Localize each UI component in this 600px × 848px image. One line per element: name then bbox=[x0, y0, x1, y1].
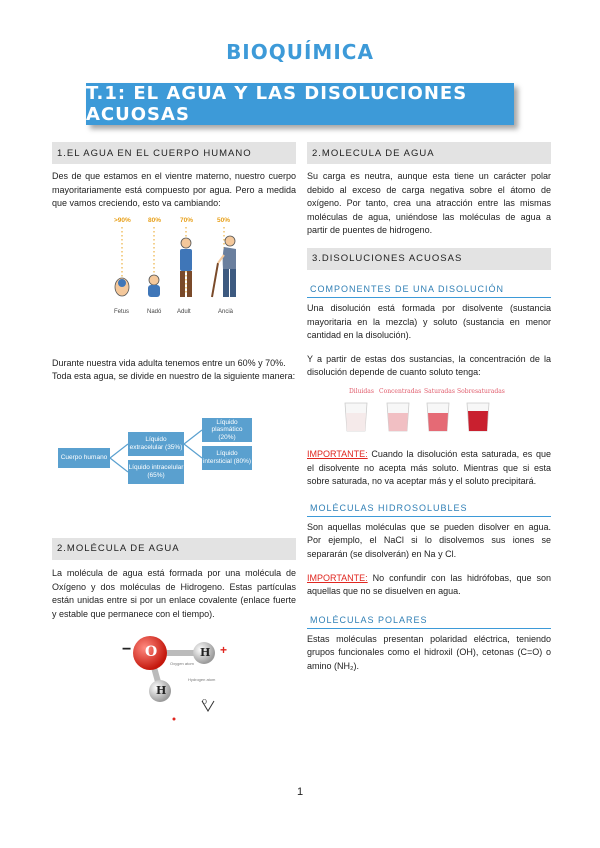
important-saturation-text: Cuando la disolución esta saturada, es que el disolvente no acepta más soluto. Mientras que si esta sobre saturada, no va aceptar más y el soluto precipitará. bbox=[307, 448, 551, 487]
label-concentradas: Concentradas bbox=[379, 387, 422, 395]
topic-banner bbox=[86, 83, 514, 125]
oxygen-atom-label: Oxygen atom bbox=[170, 661, 194, 667]
section-heading-water-body: 1.EL AGUA EN EL CUERPO HUMANO bbox=[52, 142, 296, 164]
label-diluidas: Diluidas bbox=[349, 387, 374, 395]
label-adult: Adult bbox=[177, 308, 191, 315]
paragraph-important-hydrophobic bbox=[307, 572, 551, 599]
paragraph-polar-molecules: Estas moléculas presentan polaridad eléctrica, teniendo grupos funcionales como el hidroxil (OH), cetonas (C=O) o amino (NH₂). bbox=[307, 633, 551, 671]
node-extracellular: Líquido extracelular (35%) bbox=[128, 432, 184, 456]
oxygen-symbol: O bbox=[145, 644, 158, 661]
percent-fetus: >90% bbox=[114, 216, 131, 224]
label-sobresaturadas: Sobresaturadas bbox=[457, 387, 505, 395]
paragraph-important-saturation bbox=[307, 448, 551, 489]
baby-figure bbox=[148, 275, 160, 297]
paragraph-polarity: Su carga es neutra, aunque esta tiene un carácter polar debido al exceso de carga negativa sobre el átomo de oxígeno. Por tanto, crea una atracción entre las mismas moléculas de agua, uniéndose las moléculas de agua a partir de puentes de hidrogeno. bbox=[307, 171, 551, 236]
node-interstitial: Líquido intersticial (80%) bbox=[202, 446, 252, 470]
label-saturadas: Saturadas bbox=[424, 387, 455, 395]
paragraph-adult-water: Durante nuestra vida adulta tenemos entre un 60% y 70%. Toda esta agua, se divide en nuestro de la siguiente manera: bbox=[52, 357, 296, 382]
subheading-solution-components: COMPONENTES DE UNA DISOLUCIÓN bbox=[307, 284, 551, 298]
water-by-age-figure bbox=[52, 217, 296, 329]
paragraph-water-soluble: Son aquellas moléculas que se pueden disolver en agua. Por ejemplo, el NaCl si lo disolvemos sus iones se separarán (se disolverán) en Na y Cl. bbox=[307, 521, 551, 559]
hydrogen-symbol-right: H bbox=[200, 646, 211, 660]
concentration-glasses-figure bbox=[307, 388, 551, 440]
node-human-body: Cuerpo humano bbox=[58, 448, 110, 468]
document-title: BIOQUÍMICA bbox=[226, 40, 374, 64]
mini-oxygen-symbol: O bbox=[202, 699, 207, 707]
node-intracellular: Líquido intracelular (65%) bbox=[128, 460, 184, 484]
glasses-illustration bbox=[307, 397, 551, 441]
glass-saturated bbox=[427, 403, 449, 431]
percent-nado: 80% bbox=[148, 216, 162, 224]
molecule-illustration bbox=[52, 631, 296, 723]
fetus-figure bbox=[115, 278, 129, 296]
paragraph-molecule-composition: La molécula de agua está formada por una molécula de Oxígeno y dos moléculas de Hidrogeno. Estas partículas están unidas entre si por un enlace covalente (enlace fuerte y estable que permanece con el tiempo). bbox=[52, 567, 296, 619]
percent-ancia: 50% bbox=[217, 216, 231, 224]
water-molecule-figure bbox=[52, 631, 296, 723]
section-heading-solutions: 3.DISOLUCIONES ACUOSAS bbox=[307, 248, 551, 270]
important-label: IMPORTANTE: bbox=[307, 448, 368, 459]
subheading-water-soluble: MOLÉCULAS HIDROSOLUBLES bbox=[307, 503, 551, 517]
page-number: 1 bbox=[296, 786, 304, 798]
elder-figure bbox=[212, 236, 236, 297]
label-ancia: Ancià bbox=[218, 308, 234, 315]
hydrogen-symbol-bottom: H bbox=[156, 684, 167, 698]
glass-supersaturated bbox=[467, 403, 489, 431]
hydrogen-atom-label: Hydrogen atom bbox=[188, 677, 216, 683]
plus-sign: + bbox=[220, 643, 228, 658]
right-column bbox=[307, 142, 551, 673]
glass-diluted bbox=[345, 403, 367, 431]
label-nado: Nadó bbox=[147, 308, 162, 315]
percent-adult: 70% bbox=[180, 216, 194, 224]
section-heading-water-molecule: 2.MOLÉCULA DE AGUA bbox=[52, 538, 296, 560]
paragraph-water-intro: Des de que estamos en el vientre materno, nuestro cuerpo mayoritariamente está compuesto por agua. Pero a medida que vamos creciendo, esto va cambiando: bbox=[52, 171, 296, 209]
topic-title: T.1: EL AGUA Y LAS DISOLUCIONES ACUOSAS bbox=[86, 83, 468, 125]
paragraph-solvent-solute: Una disolución está formada por disolvente (sustancia mayoritaria en la mezcla) y soluto (sustancia en menor cantidad en la disolución). bbox=[307, 302, 551, 341]
label-fetus: Fetus bbox=[114, 308, 130, 315]
important-label-2: IMPORTANTE: bbox=[307, 572, 368, 583]
section-heading-molecule-charge: 2.MOLECULA DE AGUA bbox=[307, 142, 551, 164]
glass-concentrated bbox=[387, 403, 409, 431]
paragraph-concentration: Y a partir de estas dos sustancias, la concentración de la disolución depende de cuanto soluto tenga: bbox=[307, 353, 551, 378]
node-plasma: Líquido plasmático (20%) bbox=[202, 418, 252, 442]
subheading-polar-molecules: MOLÉCULAS POLARES bbox=[307, 615, 551, 629]
human-figures-illustration bbox=[52, 225, 296, 325]
water-distribution-diagram bbox=[52, 404, 296, 494]
important-hydrophobic-text: No confundir con las hidrófobas, que son aquellas que no se disuelven en agua. bbox=[307, 572, 551, 597]
left-column bbox=[52, 142, 296, 723]
minus-sign: − bbox=[122, 641, 132, 659]
